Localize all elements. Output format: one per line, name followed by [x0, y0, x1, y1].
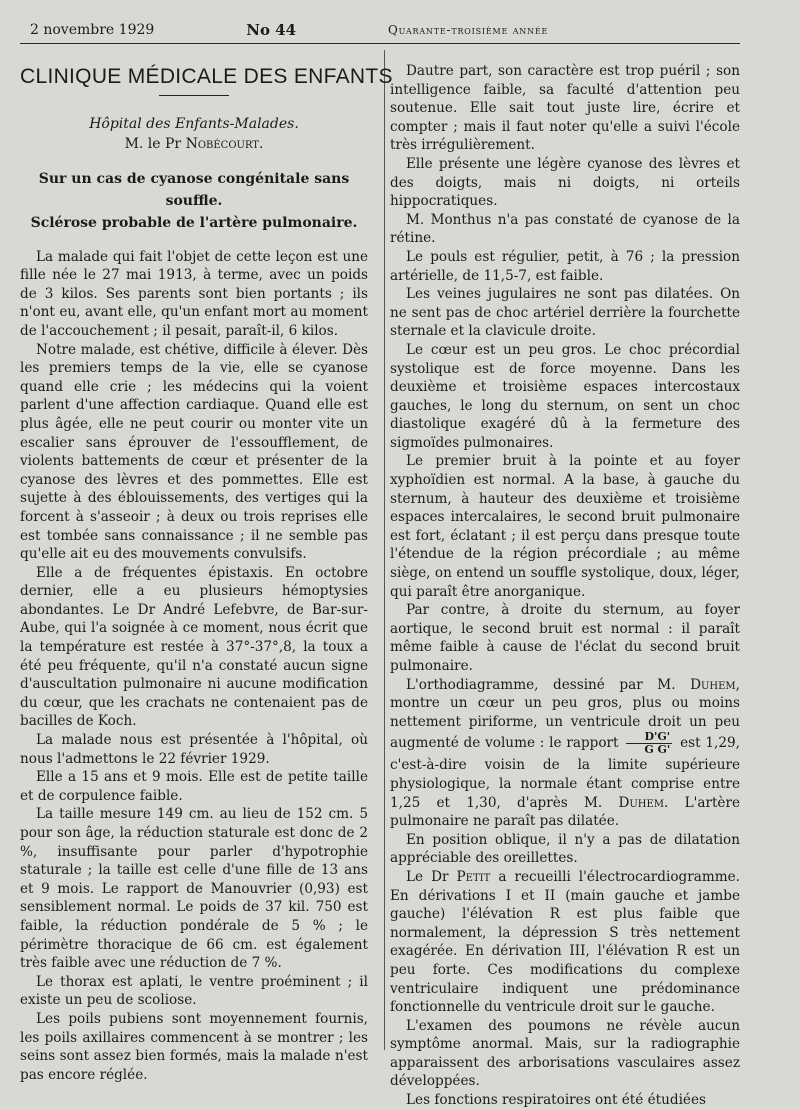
paragraph: Le thorax est aplati, le ventre proéminent ; il existe un peu de scoliose. [20, 973, 368, 1009]
text-span: . L'artère pulmonaire ne paraît pas dilatée. [390, 794, 740, 830]
paragraph: Elle a de fréquentes épistaxis. En octobre dernier, elle a eu plusieurs hémoptysies abondantes. Le Dr André Lefebvre, de Bar-sur-Aube, qui l'a soignée à ce moment, nous écrit que la température est restée à 37°-37°,8, la toux a été peu fréquente, qu'il n'a constaté aucun signe d'auscultation pulmonaire ni aucune modification du cœur, que les crachats ne contenaient pas de bacilles de Koch. [20, 564, 368, 730]
text-span: , montre un cœur un peu gros, plus ou moins nettement piriforme, un ventricule droit un peu augmenté de volume : le rapport [390, 676, 740, 752]
paragraph: Les poils pubiens sont moyennement fournis, les poils axillaires commencent à se montrer ; les seins sont assez bien formés, mais la malade n'est pas encore réglée. [20, 1010, 368, 1083]
column-divider [384, 50, 385, 1050]
text-span: a recueilli l'électrocardiogramme. En dérivations I et II (main gauche et jambe gauche) l'élévation R est plus faible que normalement, la dépression S très nettement exagérée. En dérivation III, l'élévation R est un peu forte. Ces modifications du complexe ventriculaire indiquent une prédominance fonctionnelle du ventricule droit sur le gauche. [390, 868, 740, 1016]
subtitle-line-2: Sclérose probable de l'artère pulmonaire. [30, 214, 358, 231]
paragraph: La taille mesure 149 cm. au lieu de 152 cm. 5 pour son âge, la réduction staturale est donc de 2 %, insuffisante pour parler d'hypotrophie staturale ; la taille est celle d'une fille de 13 ans et 9 mois. Le rapport de Manouvrier (0,93) est sensiblement normal. Le poids de 37 kil. 750 est faible, la réduction pondérale de 5 % ; le périmètre thoracique de 66 cm. est également très faible avec une réduction de 7 %. [20, 806, 368, 972]
paragraph: Elle a 15 ans et 9 mois. Elle est de petite taille et de corpulence faible. [20, 769, 368, 804]
paragraph: Le cœur est un peu gros. Le choc précordial systolique est de force moyenne. Dans les deuxième et troisième espaces intercostaux gauches, le long du sternum, on sent un choc diastolique exagéré dû à la fermeture des sigmoïdes pulmonaires. [390, 341, 740, 451]
paragraph: Les veines jugulaires ne sont pas dilatées. On ne sent pas de choc artériel derrière la fourchette sternale et la clavicule droite. [390, 286, 740, 340]
paragraph: L'examen des poumons ne révèle aucun symptôme anormal. Mais, sur la radiographie apparaissent des arborisations vasculaires assez développées. [390, 1017, 740, 1090]
issue-date: 2 novembre 1929 [30, 22, 155, 38]
paragraph: Notre malade, est chétive, difficile à élever. Dès les premiers temps de la vie, elle se cyanose quand elle crie ; les médecins qui la voient parlent d'une affection cardiaque. Quand elle est plus âgée, elle ne peut courir ou monter vite un escalier sans éprouver de l'essoufflement, de violents battements de cœur et présenter de la cyanose des lèvres et des pommettes. Elle est sujette à des éblouissements, des vertiges qui la forcent à s'asseoir ; à deux ou trois reprises elle est tombée sans connaissance ; il ne semble pas qu'elle ait eu des mouvements convulsifs. [20, 341, 368, 563]
paragraph: Par contre, à droite du sternum, au foyer aortique, le second bruit est normal : il paraît même faible à cause de l'éclat du second bruit pulmonaire. [390, 602, 740, 674]
issue-year: Quarante-troisième année [387, 23, 549, 37]
fraction-numerator: D'G' [626, 731, 672, 744]
page-header [30, 18, 738, 42]
left-column [20, 62, 393, 1084]
text-span: L'orthodiagramme, dessiné par M. [406, 676, 676, 693]
paragraph: La malade nous est présentée à l'hôpital, où nous l'admettons le 22 février 1929. [20, 732, 368, 767]
paragraph: M. Monthus n'a pas constaté de cyanose de la rétine. [390, 211, 740, 247]
paragraph: Les fonctions respiratoires ont été étudiées [406, 1092, 706, 1109]
right-column [390, 62, 740, 1110]
article-title: CLINIQUE MÉDICALE DES ENFANTS [20, 65, 393, 88]
issue-number: No 44 [246, 21, 297, 39]
paragraph: Le premier bruit à la pointe et au foyer xyphoïdien est normal. A la base, à gauche du sternum, à hauteur des deuxième et troisième espaces intercalaires, le second bruit pulmonaire est fort, éclatant ; il est perçu dans presque toute l'étendue de la région précordiale ; au même siège, on entend un souffle systolique, doux, léger, qui paraît être anorganique. [390, 453, 740, 600]
text-span: Le Dr [406, 868, 449, 885]
header-rule [20, 43, 740, 44]
author-name: Duhem [618, 794, 665, 811]
title-rule [159, 95, 229, 96]
article-subtitle [20, 168, 368, 234]
professor-prefix: M. le Pr [124, 135, 182, 152]
paragraph-ecg [390, 868, 740, 1017]
author-name: Petit [456, 868, 491, 885]
subtitle-line-1: Sur un cas de cyanose congénitale sans souffle. [38, 170, 350, 209]
text-span: est 1,29, c'est-à-dire voisin de la limite supérieure physiologique, la normale étant comprise entre 1,25 et 1,30, d'après M. [390, 735, 740, 811]
paragraph: Elle présente une légère cyanose des lèvres et des doigts, mais ni doigts, ni orteils hippocratiques. [390, 155, 740, 210]
paragraph-orthodiagram [390, 676, 740, 831]
professor-name: Nobécourt. [185, 135, 264, 152]
hospital-name: Hôpital des Enfants-Malades. [89, 115, 299, 132]
professor-line [20, 134, 368, 154]
paragraph: En position oblique, il n'y a pas de dilatation appréciable des oreillettes. [390, 831, 740, 867]
ratio-fraction [626, 731, 672, 756]
paragraph: Le pouls est régulier, petit, à 76 ; la pression artérielle, de 11,5-7, est faible. [390, 248, 740, 284]
paragraph: Dautre part, son caractère est trop puéril ; son intelligence faible, sa faculté d'attention peu soutenue. Elle sait tout juste lire, écrire et compter ; mais il faut noter qu'elle a suivi l'école très irrégulièrement. [390, 63, 740, 154]
paragraph: La malade qui fait l'objet de cette leçon est une fille née le 27 mai 1913, à terme, avec un poids de 3 kilos. Ses parents sont bien portants ; ils n'ont eu, avant elle, qu'un enfant mort au moment de l'accouchement ; il pesait, paraît-il, 6 kilos. [20, 248, 368, 339]
fraction-denominator: G G' [644, 743, 671, 757]
author-name: Duhem [690, 676, 736, 693]
